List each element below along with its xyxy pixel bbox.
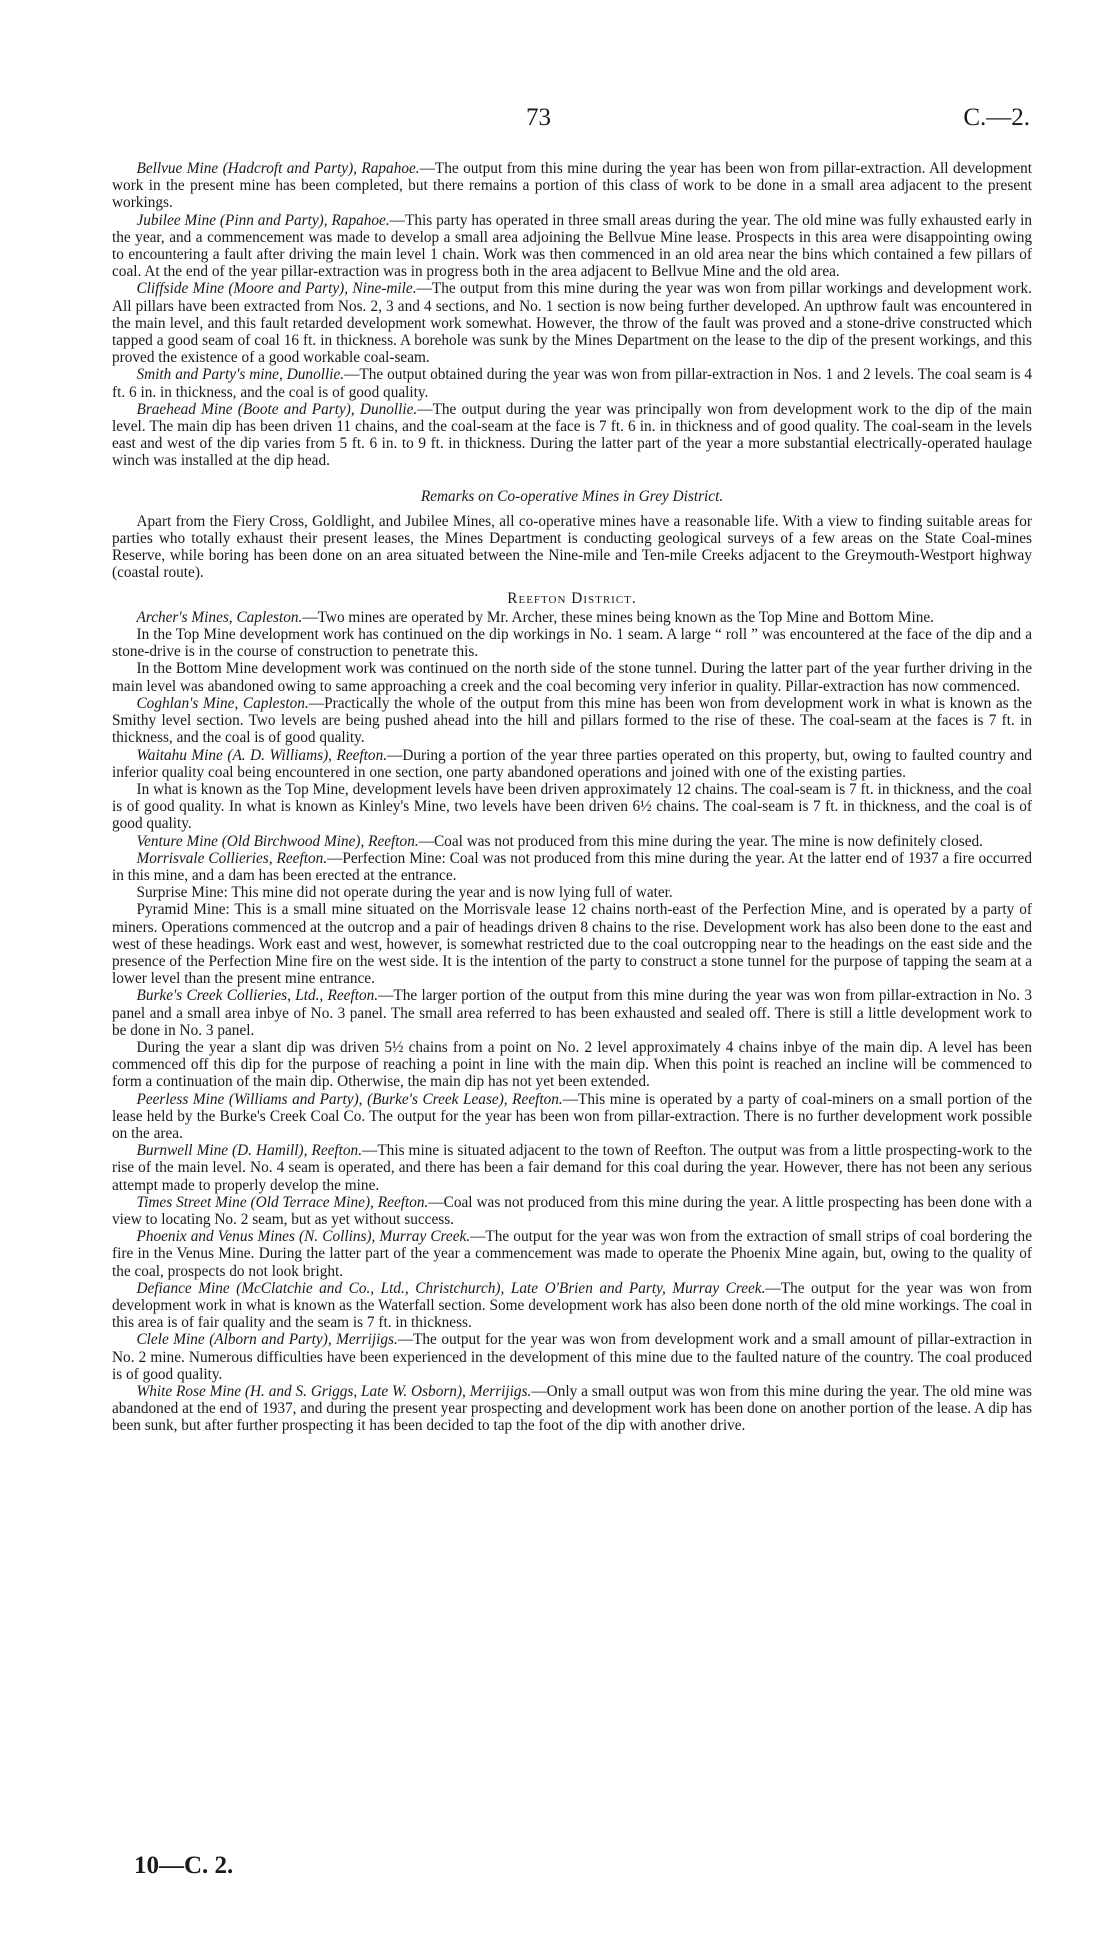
mine-title: Morrisvale Collieries, Reefton. <box>136 849 328 867</box>
mine-paragraph <box>112 747 1032 781</box>
mine-text: During the year a slant dip was driven 5½ chains from a point on No. 2 level approximately 4 chains inbye of the main dip. A level has been commenced off this dip for the purpose of reaching a point in line with the main dip. When this point is reached an incline will be commenced to form a continuation of the main dip. Otherwise, the main dip has not yet been extended. <box>112 1038 1032 1091</box>
mine-text: —The larger portion of the output from this mine during the year was won from pillar-extraction in No. 3 panel and a small area inbye of No. 3 panel. The small area referred to has been exhausted and sealed off. There is still a little development work to be done in No. 3 panel. <box>112 987 1033 1039</box>
mine-title: Times Street Mine (Old Terrace Mine), Reefton. <box>136 1193 429 1211</box>
mine-paragraph <box>112 1091 1032 1143</box>
mine-title: Peerless Mine (Williams and Party), (Burke's Creek Lease), Reefton. <box>136 1090 563 1108</box>
grey-district-mines <box>112 160 1032 470</box>
mine-text: —Perfection Mine: Coal was not produced from this mine during the year. At the latter end of 1937 a fire occurred in this mine, and a dam has been erected at the entrance. <box>112 849 1032 884</box>
mine-title: Jubilee Mine (Pinn and Party), Rapahoe. <box>136 211 390 229</box>
mine-text: —The output for the year was won from the extraction of small strips of coal bordering the fire in the Venus Mine. During the latter part of the year a commencement was made to operate the Phoenix Mine again, but, owing to the quality of the coal, prospects do not look bright. <box>112 1228 1032 1280</box>
mine-text: —This mine is situated adjacent to the town of Reefton. The output was from a little prospecting-work to the rise of the main level. No. 4 seam is operated, and there has been a fair demand for this coal during the year. However, there has not been any serious attempt made to properly develop the mine. <box>112 1142 1032 1194</box>
mine-text: —Practically the whole of the output from this mine has been won from development work in what is known as the Smithy level section. Two levels are being pushed ahead into the hill and pillars formed to the rise of these. The coal-seam at the faces is 7 ft. in thickness, and the coal is of good quality. <box>112 694 1033 747</box>
mine-text: Pyramid Mine: This is a small mine situated on the Morrisvale lease 12 chains north-east of the Perfection Mine, and is operated by a party of miners. Operations commenced at the outcrop and a pair of headings driven 8 chains to the rise. Development work has also been done to the east and west of these headings. Work east and west, however, is somewhat restricted due to the coal outcropping near to the headings on the east side and the presence of the Perfection Mine fire on the west side. It is the intention of the party to construct a stone tunnel for the purpose of tapping the seam at a lower level than the present mine entrance. <box>112 901 1032 988</box>
mine-paragraph <box>112 1331 1032 1383</box>
mine-text: In the Top Mine development work has continued on the dip workings in No. 1 seam. A large “ roll ” was encountered at the face of the dip and a stone-drive is in the course of construction to penetrate this. <box>112 626 1032 661</box>
remarks-heading: Remarks on Co-operative Mines in Grey District. <box>420 487 724 505</box>
mine-paragraph <box>112 850 1032 884</box>
mine-title: Bellvue Mine (Hadcroft and Party), Rapahoe. <box>136 160 420 177</box>
mine-paragraph <box>112 626 1032 660</box>
mine-text: —The output obtained during the year was won from pillar-extraction in Nos. 1 and 2 levels. The coal seam is 4 ft. 6 in. in thickness, and the coal is of good quality. <box>112 366 1032 401</box>
mine-paragraph <box>112 987 1032 1039</box>
mine-paragraph <box>112 366 1032 400</box>
mine-title: Waitahu Mine (A. D. Williams), Reefton. <box>136 746 388 764</box>
mine-paragraph <box>112 1194 1032 1228</box>
mine-paragraph <box>112 1039 1032 1091</box>
mine-text: —Only a small output was won from this mine during the year. The old mine was abandoned at the end of 1937, and during the present year prospecting and development work has been done on another portion of the lease. A dip has been sunk, but after further prospecting it has been decided to tap the foot of the dip with another drive. <box>112 1383 1032 1435</box>
mine-text: —The output for the year was won from development work in what is known as the Waterfall section. Some development work has also been done north of the old mine workings. The coal in this area is of fair quality and the seam is 7 ft. in thickness. <box>112 1279 1033 1332</box>
mine-title: Defiance Mine (McClatchie and Co., Ltd., Christchurch), Late O'Brien and Party, Murray Creek. <box>136 1279 766 1297</box>
mine-title: Coghlan's Mine, Capleston. <box>136 694 309 712</box>
document-reference: C.—2. <box>963 104 1030 131</box>
mine-title: White Rose Mine (H. and S. Griggs, Late W. Osborn), Merrijigs. <box>136 1383 532 1401</box>
mine-text: —This party has operated in three small areas during the year. The old mine was fully exhausted early in the year, and a commencement was made to develop a small area adjoining the Bellvue Mine lease. Prospects in this area were disappointing owing to encountering a fault after driving the main level 1 chain. Work was then commenced in an old area near the bins which contained a few pillars of coal. At the end of the year pillar-extraction was in progress both in the area adjacent to Bellvue Mine and the old area. <box>112 211 1032 281</box>
mine-text: Surprise Mine: This mine did not operate during the year and is now lying full of water. <box>136 884 673 902</box>
mine-text: In what is known as the Top Mine, development levels have been driven approximately 12 chains. The coal-seam is 7 ft. in thickness, and the coal is of good quality. In what is known as Kinley's Mine, two levels have been driven 6½ chains. The coal-seam is 7 ft. in thickness, and the coal is of good quality. <box>112 780 1032 833</box>
mine-paragraph <box>112 884 1032 901</box>
page-signature: 10—C. 2. <box>134 1852 234 1879</box>
mine-title: Cliffside Mine (Moore and Party), Nine-mile. <box>136 280 417 298</box>
mine-paragraph <box>112 1228 1032 1280</box>
mine-text: In the Bottom Mine development work was continued on the north side of the stone tunnel. During the latter part of the year further driving in the main level was abandoned owing to same approaching a creek and the coal becoming very inferior in quality. Pillar-extraction has now commenced. <box>112 660 1032 695</box>
mine-text: —During a portion of the year three parties operated on this property, but, owing to faulted country and inferior quality coal being encountered in one section, one party abandoned operations and joined with one of the existing parties. <box>112 746 1032 781</box>
mine-title: Braehead Mine (Boote and Party), Dunollie. <box>136 400 418 418</box>
mine-text: —The output from this mine during the year was won from pillar workings and development work. All pillars have been extracted from Nos. 2, 3 and 4 sections, and No. 1 section is now being further developed. An upthrow fault was encountered in the main level, and this fault retarded development work somewhat. However, the throw of the fault was proved and a stone-drive constructed which tapped a good seam of coal 16 ft. in thickness. A borehole was sunk by the Mines Department on the lease to the dip of the present workings, and this proved the existence of a good workable coal-seam. <box>112 280 1032 367</box>
mine-paragraph <box>112 609 1032 626</box>
mine-text: —The output during the year was principally won from development work to the dip of the main level. The main dip has been driven 11 chains, and the coal-seam at the face is 7 ft. 6 in. in thickness and of good quality. The coal-seam in the levels east and west of the dip varies from 5 ft. 6 in. to 9 ft. in thickness. During the latter part of the year a more substantial electrically-operated haulage winch was installed at the dip head. <box>112 400 1033 470</box>
mine-text: —The output for the year was won from development work and a small amount of pillar-extraction in No. 2 mine. Numerous difficulties have been experienced in the development of this mine due to the faulted nature of the country. The coal produced is of good quality. <box>112 1331 1032 1383</box>
mine-paragraph <box>112 781 1032 833</box>
mine-paragraph <box>112 901 1032 987</box>
mine-paragraph <box>112 833 1032 850</box>
mine-paragraph <box>112 1280 1032 1332</box>
mine-title: Smith and Party's mine, Dunollie. <box>136 366 345 384</box>
mine-text: —This mine is operated by a party of coal-miners on a small portion of the lease held by the Burke's Creek Coal Co. The output for the year has been won from pillar-extraction. There is no further development work possible on the area. <box>112 1090 1032 1142</box>
mine-title: Archer's Mines, Capleston. <box>136 608 303 626</box>
mine-paragraph <box>112 401 1032 470</box>
page-header <box>0 104 1114 144</box>
reefton-district-mines <box>112 609 1032 1435</box>
mine-paragraph <box>112 160 1032 212</box>
remarks-paragraph: Apart from the Fiery Cross, Goldlight, and Jubilee Mines, all co-operative mines have a reasonable life. With a view to finding suitable areas for parties who totally exhaust their present leases, the Mines Department is conducting geological surveys of a few areas on the State Coal-mines Reserve, while boring has been done on an area situated between the Nine-mile and Ten-mile Creeks adjacent to the Greymouth-Westport highway (coastal route). <box>112 512 1032 582</box>
mine-paragraph <box>112 280 1032 366</box>
mine-paragraph <box>112 1142 1032 1194</box>
mine-title: Burke's Creek Collieries, Ltd., Reefton. <box>136 987 379 1005</box>
mine-text: —Coal was not produced from this mine during the year. The mine is now definitely closed. <box>418 832 983 850</box>
mine-text: —The output from this mine during the year has been won from pillar-extraction. All development work in the present mine has been completed, but there remains a portion of this class of work to be done in a small area adjacent to the present workings. <box>112 160 1032 212</box>
mine-title: Venture Mine (Old Birchwood Mine), Reefton. <box>136 832 419 850</box>
mine-paragraph <box>112 212 1032 281</box>
mine-text: —Two mines are operated by Mr. Archer, these mines being known as the Top Mine and Bottom Mine. <box>302 608 934 626</box>
mine-text: —Coal was not produced from this mine during the year. A little prospecting has been done with a view to locating No. 2 seam, but as yet without success. <box>112 1193 1032 1228</box>
mine-paragraph <box>112 1383 1032 1435</box>
page-number: 73 <box>526 104 551 131</box>
mine-paragraph <box>112 695 1032 747</box>
mine-paragraph <box>112 660 1032 694</box>
mine-title: Phoenix and Venus Mines (N. Collins), Murray Creek. <box>136 1228 471 1246</box>
district-heading: Reefton District. <box>507 589 637 607</box>
page-body <box>112 160 1032 1435</box>
mine-title: Clele Mine (Alborn and Party), Merrijigs. <box>136 1331 398 1349</box>
mine-title: Burnwell Mine (D. Hamill), Reefton. <box>136 1142 363 1160</box>
